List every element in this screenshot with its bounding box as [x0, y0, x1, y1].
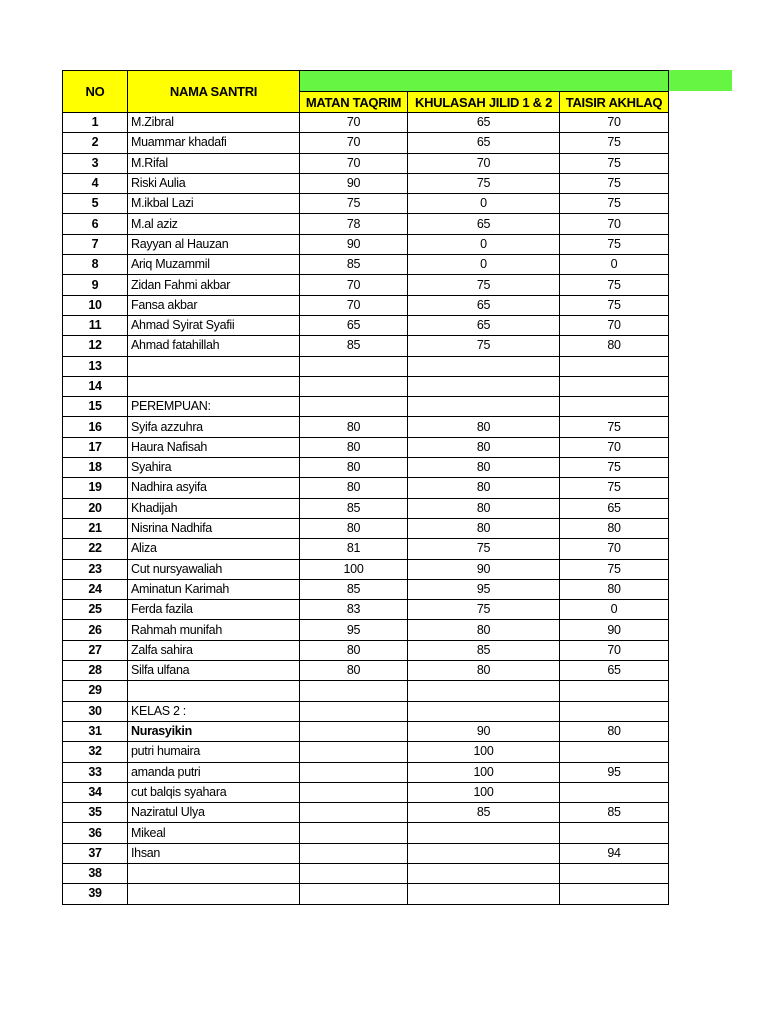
- student-name-cell[interactable]: Rahmah munifah: [128, 620, 300, 640]
- table-row: [63, 701, 669, 721]
- matan-taqrim-cell[interactable]: [300, 884, 408, 904]
- khulasah-cell[interactable]: 85: [408, 803, 560, 823]
- student-name-cell[interactable]: M.al aziz: [128, 214, 300, 234]
- student-name-cell[interactable]: Muammar khadafi: [128, 133, 300, 153]
- matan-taqrim-cell[interactable]: 75: [300, 194, 408, 214]
- no-cell[interactable]: 31: [63, 721, 128, 741]
- matan-taqrim-cell[interactable]: [300, 397, 408, 417]
- student-name-cell[interactable]: Zidan Fahmi akbar: [128, 275, 300, 295]
- taisir-akhlaq-cell[interactable]: [560, 356, 669, 376]
- matan-taqrim-cell[interactable]: 95: [300, 620, 408, 640]
- matan-taqrim-cell[interactable]: 80: [300, 417, 408, 437]
- matan-taqrim-cell[interactable]: [300, 721, 408, 741]
- taisir-akhlaq-cell[interactable]: 70: [560, 214, 669, 234]
- student-name-cell[interactable]: [128, 681, 300, 701]
- taisir-akhlaq-cell[interactable]: 85: [560, 803, 669, 823]
- khulasah-cell[interactable]: 0: [408, 194, 560, 214]
- student-name-cell[interactable]: Nurasyikin: [128, 721, 300, 741]
- matan-taqrim-cell[interactable]: [300, 843, 408, 863]
- table-row: [63, 803, 669, 823]
- khulasah-cell[interactable]: 0: [408, 255, 560, 275]
- matan-taqrim-cell[interactable]: 70: [300, 275, 408, 295]
- student-name-cell[interactable]: [128, 376, 300, 396]
- student-name-cell[interactable]: Ariq Muzammil: [128, 255, 300, 275]
- taisir-akhlaq-cell[interactable]: [560, 376, 669, 396]
- no-cell[interactable]: 25: [63, 600, 128, 620]
- table-row: [63, 315, 669, 335]
- khulasah-cell[interactable]: 65: [408, 133, 560, 153]
- taisir-akhlaq-cell[interactable]: 75: [560, 559, 669, 579]
- table-row: [63, 661, 669, 681]
- student-name-cell[interactable]: M.Rifal: [128, 153, 300, 173]
- matan-taqrim-cell[interactable]: [300, 782, 408, 802]
- student-name-cell[interactable]: [128, 356, 300, 376]
- header-name[interactable]: NAMA SANTRI: [128, 71, 300, 113]
- no-cell[interactable]: 10: [63, 295, 128, 315]
- no-cell[interactable]: 37: [63, 843, 128, 863]
- student-name-cell[interactable]: Khadijah: [128, 498, 300, 518]
- taisir-akhlaq-cell[interactable]: 70: [560, 437, 669, 457]
- khulasah-cell[interactable]: 80: [408, 478, 560, 498]
- khulasah-cell[interactable]: 80: [408, 620, 560, 640]
- student-name-cell[interactable]: Syahira: [128, 458, 300, 478]
- no-cell[interactable]: 8: [63, 255, 128, 275]
- table-row: [63, 417, 669, 437]
- khulasah-cell[interactable]: 0: [408, 234, 560, 254]
- no-cell[interactable]: 22: [63, 539, 128, 559]
- taisir-akhlaq-cell[interactable]: 75: [560, 295, 669, 315]
- student-name-cell[interactable]: Mikeal: [128, 823, 300, 843]
- matan-taqrim-cell[interactable]: [300, 742, 408, 762]
- khulasah-cell[interactable]: 70: [408, 153, 560, 173]
- table-row: [63, 843, 669, 863]
- table-row: [63, 823, 669, 843]
- matan-taqrim-cell[interactable]: [300, 803, 408, 823]
- taisir-akhlaq-cell[interactable]: 80: [560, 721, 669, 741]
- student-name-cell[interactable]: cut balqis syahara: [128, 782, 300, 802]
- matan-taqrim-cell[interactable]: 100: [300, 559, 408, 579]
- matan-taqrim-cell[interactable]: 80: [300, 661, 408, 681]
- no-cell[interactable]: 7: [63, 234, 128, 254]
- table-row: [63, 437, 669, 457]
- no-cell[interactable]: 35: [63, 803, 128, 823]
- khulasah-cell[interactable]: 75: [408, 275, 560, 295]
- taisir-akhlaq-cell[interactable]: [560, 782, 669, 802]
- no-cell[interactable]: 3: [63, 153, 128, 173]
- khulasah-cell[interactable]: [408, 843, 560, 863]
- matan-taqrim-cell[interactable]: [300, 762, 408, 782]
- khulasah-cell[interactable]: 75: [408, 600, 560, 620]
- no-cell[interactable]: 12: [63, 336, 128, 356]
- student-name-cell[interactable]: Nisrina Nadhifa: [128, 518, 300, 538]
- khulasah-cell[interactable]: 95: [408, 579, 560, 599]
- student-name-cell[interactable]: amanda putri: [128, 762, 300, 782]
- taisir-akhlaq-cell[interactable]: 75: [560, 234, 669, 254]
- matan-taqrim-cell[interactable]: 83: [300, 600, 408, 620]
- no-cell[interactable]: 20: [63, 498, 128, 518]
- matan-taqrim-cell[interactable]: 85: [300, 579, 408, 599]
- taisir-akhlaq-cell[interactable]: 70: [560, 113, 669, 133]
- student-name-cell[interactable]: Fansa akbar: [128, 295, 300, 315]
- header-subject-group[interactable]: [300, 71, 669, 92]
- taisir-akhlaq-cell[interactable]: 70: [560, 539, 669, 559]
- taisir-akhlaq-cell[interactable]: [560, 397, 669, 417]
- taisir-akhlaq-cell[interactable]: 0: [560, 255, 669, 275]
- khulasah-cell[interactable]: 100: [408, 782, 560, 802]
- no-cell[interactable]: 21: [63, 518, 128, 538]
- khulasah-cell[interactable]: 75: [408, 173, 560, 193]
- khulasah-cell[interactable]: 75: [408, 336, 560, 356]
- header-row-top: [63, 71, 669, 92]
- taisir-akhlaq-cell[interactable]: 70: [560, 315, 669, 335]
- khulasah-cell[interactable]: 90: [408, 721, 560, 741]
- taisir-akhlaq-cell[interactable]: 75: [560, 275, 669, 295]
- no-cell[interactable]: 2: [63, 133, 128, 153]
- student-name-cell[interactable]: Riski Aulia: [128, 173, 300, 193]
- student-name-cell[interactable]: M.Zibral: [128, 113, 300, 133]
- matan-taqrim-cell[interactable]: 85: [300, 498, 408, 518]
- matan-taqrim-cell[interactable]: 85: [300, 336, 408, 356]
- khulasah-cell[interactable]: 75: [408, 539, 560, 559]
- student-name-cell[interactable]: Ahmad Syirat Syafii: [128, 315, 300, 335]
- taisir-akhlaq-cell[interactable]: [560, 863, 669, 883]
- table-row: [63, 620, 669, 640]
- student-name-cell[interactable]: Cut nursyawaliah: [128, 559, 300, 579]
- khulasah-cell[interactable]: 80: [408, 661, 560, 681]
- khulasah-cell[interactable]: 65: [408, 113, 560, 133]
- table-row: [63, 113, 669, 133]
- taisir-akhlaq-cell[interactable]: [560, 701, 669, 721]
- matan-taqrim-cell[interactable]: 70: [300, 133, 408, 153]
- taisir-akhlaq-cell[interactable]: 75: [560, 133, 669, 153]
- khulasah-cell[interactable]: 80: [408, 498, 560, 518]
- table-row: [63, 742, 669, 762]
- khulasah-cell[interactable]: 100: [408, 762, 560, 782]
- no-cell[interactable]: 36: [63, 823, 128, 843]
- matan-taqrim-cell[interactable]: [300, 356, 408, 376]
- table-row: [63, 681, 669, 701]
- khulasah-cell[interactable]: 80: [408, 437, 560, 457]
- taisir-akhlaq-cell[interactable]: 70: [560, 640, 669, 660]
- no-cell[interactable]: 19: [63, 478, 128, 498]
- no-cell[interactable]: 30: [63, 701, 128, 721]
- matan-taqrim-cell[interactable]: [300, 376, 408, 396]
- table-row: [63, 397, 669, 417]
- taisir-akhlaq-cell[interactable]: 80: [560, 336, 669, 356]
- khulasah-cell[interactable]: 90: [408, 559, 560, 579]
- khulasah-cell[interactable]: 85: [408, 640, 560, 660]
- taisir-akhlaq-cell[interactable]: 75: [560, 478, 669, 498]
- no-cell[interactable]: 27: [63, 640, 128, 660]
- matan-taqrim-cell[interactable]: 70: [300, 153, 408, 173]
- khulasah-cell[interactable]: [408, 863, 560, 883]
- no-cell[interactable]: 33: [63, 762, 128, 782]
- student-name-cell[interactable]: Ihsan: [128, 843, 300, 863]
- grade-table: [62, 70, 669, 905]
- khulasah-cell[interactable]: 100: [408, 742, 560, 762]
- matan-taqrim-cell[interactable]: [300, 863, 408, 883]
- khulasah-cell[interactable]: [408, 884, 560, 904]
- table-row: [63, 376, 669, 396]
- student-name-cell[interactable]: PEREMPUAN:: [128, 397, 300, 417]
- table-row: [63, 356, 669, 376]
- taisir-akhlaq-cell[interactable]: [560, 742, 669, 762]
- khulasah-cell[interactable]: 65: [408, 214, 560, 234]
- matan-taqrim-cell[interactable]: 80: [300, 640, 408, 660]
- no-cell[interactable]: 5: [63, 194, 128, 214]
- table-row: [63, 600, 669, 620]
- matan-taqrim-cell[interactable]: 80: [300, 478, 408, 498]
- taisir-akhlaq-cell[interactable]: [560, 681, 669, 701]
- table-row: [63, 863, 669, 883]
- taisir-akhlaq-cell[interactable]: 80: [560, 518, 669, 538]
- student-name-cell[interactable]: Silfa ulfana: [128, 661, 300, 681]
- taisir-akhlaq-cell[interactable]: 65: [560, 661, 669, 681]
- no-cell[interactable]: 1: [63, 113, 128, 133]
- table-row: [63, 884, 669, 904]
- table-row: [63, 498, 669, 518]
- no-cell[interactable]: 11: [63, 315, 128, 335]
- no-cell[interactable]: 24: [63, 579, 128, 599]
- matan-taqrim-cell[interactable]: 70: [300, 113, 408, 133]
- table-row: [63, 234, 669, 254]
- no-cell[interactable]: 6: [63, 214, 128, 234]
- khulasah-cell[interactable]: 80: [408, 417, 560, 437]
- grade-table-body: [63, 71, 669, 905]
- table-row: [63, 336, 669, 356]
- khulasah-cell[interactable]: [408, 701, 560, 721]
- table-row: [63, 640, 669, 660]
- taisir-akhlaq-cell[interactable]: 75: [560, 173, 669, 193]
- khulasah-cell[interactable]: [408, 681, 560, 701]
- student-name-cell[interactable]: Ahmad fatahillah: [128, 336, 300, 356]
- table-row: [63, 458, 669, 478]
- matan-taqrim-cell[interactable]: 80: [300, 458, 408, 478]
- khulasah-cell[interactable]: [408, 356, 560, 376]
- student-name-cell[interactable]: KELAS 2 :: [128, 701, 300, 721]
- table-row: [63, 478, 669, 498]
- matan-taqrim-cell[interactable]: 81: [300, 539, 408, 559]
- taisir-akhlaq-cell[interactable]: 65: [560, 498, 669, 518]
- no-cell[interactable]: 34: [63, 782, 128, 802]
- matan-taqrim-cell[interactable]: 80: [300, 518, 408, 538]
- table-row: [63, 559, 669, 579]
- table-row: [63, 214, 669, 234]
- student-name-cell[interactable]: [128, 863, 300, 883]
- no-cell[interactable]: 39: [63, 884, 128, 904]
- no-cell[interactable]: 26: [63, 620, 128, 640]
- taisir-akhlaq-cell[interactable]: 75: [560, 458, 669, 478]
- table-row: [63, 762, 669, 782]
- student-name-cell[interactable]: Naziratul Ulya: [128, 803, 300, 823]
- taisir-akhlaq-cell[interactable]: 95: [560, 762, 669, 782]
- khulasah-cell[interactable]: [408, 823, 560, 843]
- student-name-cell[interactable]: putri humaira: [128, 742, 300, 762]
- no-cell[interactable]: 18: [63, 458, 128, 478]
- header-taisir-akhlaq[interactable]: TAISIR AKHLAQ: [560, 92, 669, 113]
- taisir-akhlaq-cell[interactable]: 75: [560, 194, 669, 214]
- matan-taqrim-cell[interactable]: 85: [300, 255, 408, 275]
- header-khulasah[interactable]: KHULASAH JILID 1 & 2: [408, 92, 560, 113]
- no-cell[interactable]: 15: [63, 397, 128, 417]
- table-row: [63, 173, 669, 193]
- khulasah-cell[interactable]: 80: [408, 458, 560, 478]
- taisir-akhlaq-cell[interactable]: 80: [560, 579, 669, 599]
- header-no[interactable]: NO: [63, 71, 128, 113]
- taisir-akhlaq-cell[interactable]: [560, 884, 669, 904]
- student-name-cell[interactable]: M.ikbal Lazi: [128, 194, 300, 214]
- khulasah-cell[interactable]: [408, 376, 560, 396]
- taisir-akhlaq-cell[interactable]: 90: [560, 620, 669, 640]
- student-name-cell[interactable]: Syifa azzuhra: [128, 417, 300, 437]
- table-row: [63, 194, 669, 214]
- table-row: [63, 295, 669, 315]
- table-row: [63, 153, 669, 173]
- no-cell[interactable]: 17: [63, 437, 128, 457]
- table-row: [63, 579, 669, 599]
- no-cell[interactable]: 38: [63, 863, 128, 883]
- matan-taqrim-cell[interactable]: 90: [300, 234, 408, 254]
- no-cell[interactable]: 23: [63, 559, 128, 579]
- khulasah-cell[interactable]: [408, 397, 560, 417]
- matan-taqrim-cell[interactable]: 90: [300, 173, 408, 193]
- student-name-cell[interactable]: Rayyan al Hauzan: [128, 234, 300, 254]
- taisir-akhlaq-cell[interactable]: 75: [560, 153, 669, 173]
- matan-taqrim-cell[interactable]: 78: [300, 214, 408, 234]
- no-cell[interactable]: 4: [63, 173, 128, 193]
- no-cell[interactable]: 14: [63, 376, 128, 396]
- table-row: [63, 721, 669, 741]
- student-name-cell[interactable]: Nadhira asyifa: [128, 478, 300, 498]
- taisir-akhlaq-cell[interactable]: 75: [560, 417, 669, 437]
- no-cell[interactable]: 29: [63, 681, 128, 701]
- taisir-akhlaq-cell[interactable]: 94: [560, 843, 669, 863]
- table-row: [63, 255, 669, 275]
- student-name-cell[interactable]: Ferda fazila: [128, 600, 300, 620]
- student-name-cell[interactable]: Aliza: [128, 539, 300, 559]
- header-matan-taqrim[interactable]: MATAN TAQRIM: [300, 92, 408, 113]
- taisir-akhlaq-cell[interactable]: 0: [560, 600, 669, 620]
- no-cell[interactable]: 13: [63, 356, 128, 376]
- matan-taqrim-cell[interactable]: 80: [300, 437, 408, 457]
- matan-taqrim-cell[interactable]: 65: [300, 315, 408, 335]
- no-cell[interactable]: 28: [63, 661, 128, 681]
- khulasah-cell[interactable]: 65: [408, 315, 560, 335]
- matan-taqrim-cell[interactable]: [300, 701, 408, 721]
- table-row: [63, 133, 669, 153]
- table-row: [63, 518, 669, 538]
- table-row: [63, 539, 669, 559]
- khulasah-cell[interactable]: 65: [408, 295, 560, 315]
- student-name-cell[interactable]: Aminatun Karimah: [128, 579, 300, 599]
- table-row: [63, 782, 669, 802]
- taisir-akhlaq-cell[interactable]: [560, 823, 669, 843]
- student-name-cell[interactable]: Haura Nafisah: [128, 437, 300, 457]
- matan-taqrim-cell[interactable]: [300, 823, 408, 843]
- student-name-cell[interactable]: Zalfa sahira: [128, 640, 300, 660]
- no-cell[interactable]: 32: [63, 742, 128, 762]
- table-row: [63, 275, 669, 295]
- no-cell[interactable]: 9: [63, 275, 128, 295]
- student-name-cell[interactable]: [128, 884, 300, 904]
- matan-taqrim-cell[interactable]: 70: [300, 295, 408, 315]
- matan-taqrim-cell[interactable]: [300, 681, 408, 701]
- no-cell[interactable]: 16: [63, 417, 128, 437]
- khulasah-cell[interactable]: 80: [408, 518, 560, 538]
